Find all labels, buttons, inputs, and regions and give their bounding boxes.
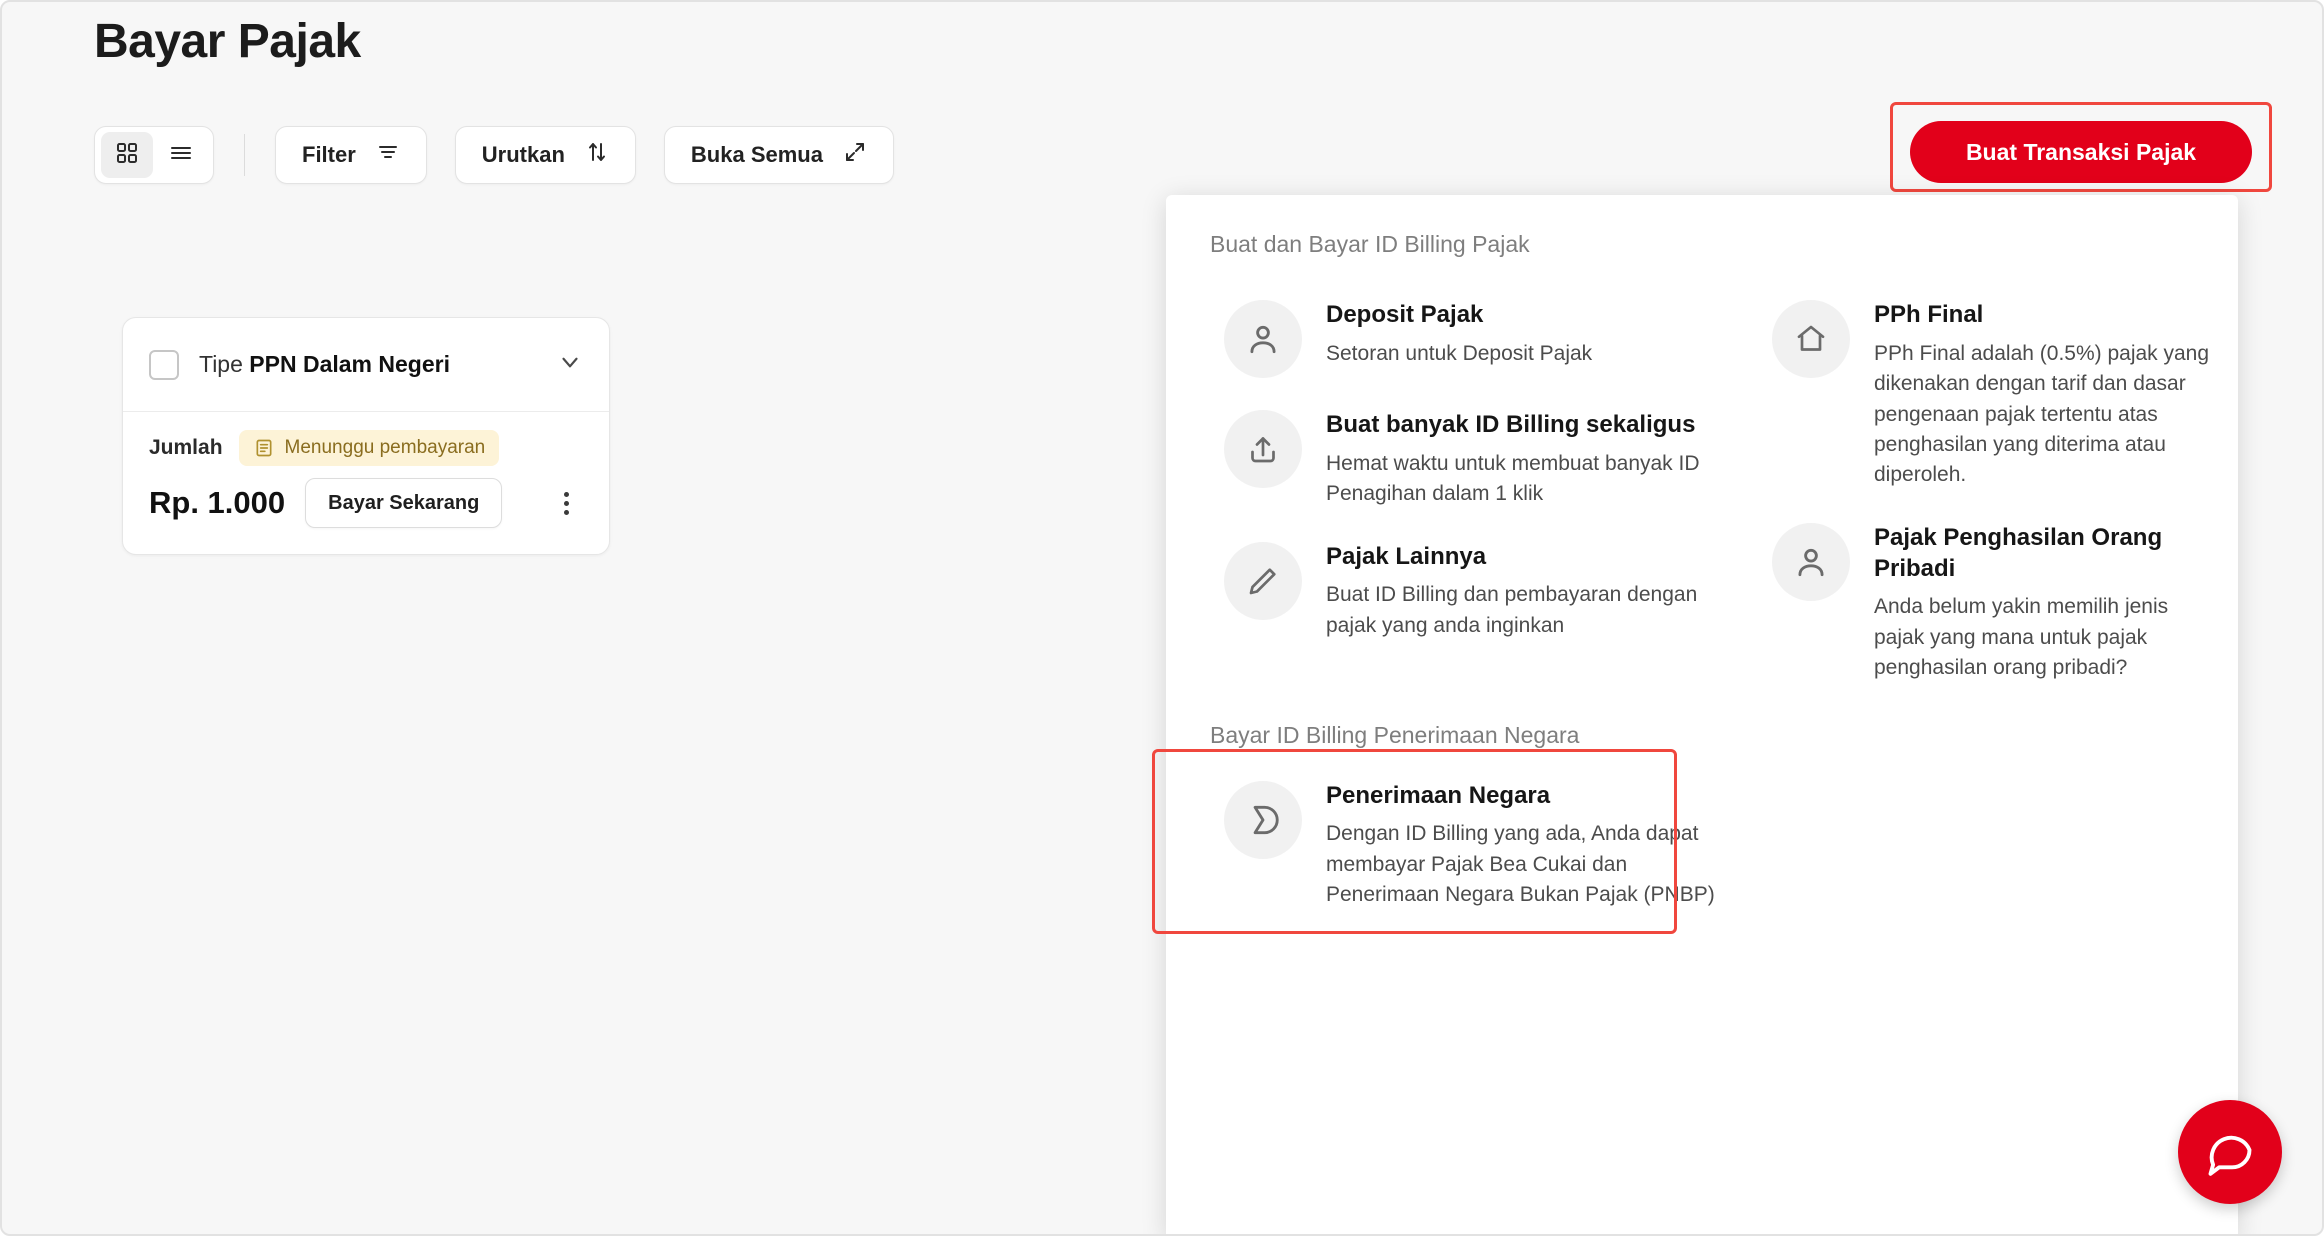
expand-all-label: Buka Semua (690, 142, 823, 167)
pencil-icon (1224, 542, 1302, 620)
create-transaction-panel (1166, 195, 2238, 1236)
tax-card (122, 317, 610, 555)
status-badge (239, 430, 500, 466)
view-toggle-group (94, 126, 214, 184)
amount-row (149, 478, 583, 528)
amount-label: Jumlah (149, 436, 223, 459)
tax-type-label: Tipe (199, 351, 243, 377)
option-desc: Setoran untuk Deposit Pajak (1326, 341, 1593, 365)
amount-value: Rp. 1.000 (149, 485, 286, 520)
filter-button-label: Filter (302, 142, 356, 167)
pajak-lainnya-highlight-box (1152, 749, 1677, 934)
option-title: Deposit Pajak (1326, 301, 1484, 328)
receipt-icon (253, 437, 275, 459)
filter-icon (376, 140, 400, 170)
amount-label-row (149, 430, 583, 466)
tax-type-value: PPN Dalam Negeri (249, 351, 450, 377)
kebab-menu-icon[interactable] (549, 486, 583, 520)
pay-now-button[interactable]: Bayar Sekarang (305, 478, 502, 528)
option-desc: Dengan ID Billing yang ada, Anda dapat membayar Pajak Bea Cukai dan Penerimaan Negara Bukan Pajak (PNBP) (1326, 822, 1715, 907)
chat-bubble-icon (2204, 1124, 2256, 1181)
option-title: PPh Final (1874, 301, 1984, 328)
sort-button[interactable] (455, 126, 636, 184)
option-title: Pajak Penghasilan Orang Pribadi (1874, 523, 2163, 582)
tax-card-checkbox[interactable] (149, 350, 179, 380)
grid-view-icon (115, 141, 139, 170)
sort-button-label: Urutkan (481, 142, 565, 167)
panel-left-column (1210, 284, 1726, 700)
option-pph-final[interactable] (1758, 284, 2228, 507)
list-view-icon (168, 141, 194, 170)
expand-icon (843, 140, 867, 170)
person-icon (1772, 523, 1850, 601)
option-desc: Buat ID Billing dan pembayaran dengan pajak yang anda inginkan (1326, 583, 1698, 637)
option-title: Penerimaan Negara (1326, 781, 1551, 809)
panel-sub-section-title: Bayar ID Billing Penerimaan Negara (1210, 721, 1580, 748)
create-tax-transaction-button[interactable]: Buat Transaksi Pajak (1910, 121, 2252, 183)
person-icon (1224, 300, 1302, 378)
expand-all-button[interactable] (664, 126, 894, 184)
sort-arrows-icon (585, 140, 609, 170)
tax-card-header (123, 318, 609, 412)
panel-section-title: Buat dan Bayar ID Billing Pajak (1210, 231, 1530, 257)
panel-options-grid (1210, 284, 2210, 700)
option-deposit-pajak[interactable] (1210, 284, 1726, 394)
chat-bubble-button[interactable] (2178, 1100, 2282, 1204)
tax-type (199, 351, 450, 378)
page-title: Bayar Pajak (94, 15, 361, 68)
option-title: Buat banyak ID Billing sekaligus (1326, 411, 1696, 438)
filter-button[interactable] (275, 126, 427, 184)
option-desc: PPh Final adalah (0.5%) pajak yang dikenakan dengan tarif dan dasar pengenaan pajak tertentu atas penghasilan yang diterima atau diperoleh. (1874, 341, 2210, 487)
list-view-button[interactable] (155, 132, 207, 178)
grid-view-button[interactable] (101, 132, 153, 178)
upload-icon (1224, 410, 1302, 488)
option-pajak-penghasilan-orang-pribadi[interactable] (1758, 507, 2228, 700)
toolbar-divider (244, 134, 245, 176)
option-desc: Anda belum yakin memilih jenis pajak yang mana untuk pajak penghasilan orang pribadi? (1874, 595, 2169, 680)
option-buat-banyak-id-billing[interactable] (1210, 394, 1726, 526)
tax-card-body (123, 412, 609, 554)
chevron-down-icon[interactable] (557, 349, 583, 380)
option-desc: Hemat waktu untuk membuat banyak ID Penagihan dalam 1 klik (1326, 451, 1700, 506)
panel-right-column (1758, 284, 2228, 700)
option-pajak-lainnya[interactable] (1210, 526, 1726, 658)
toolbar (94, 126, 894, 184)
home-icon (1772, 300, 1850, 378)
status-badge-label: Menunggu pembayaran (284, 437, 486, 458)
option-title: Pajak Lainnya (1326, 542, 1487, 570)
